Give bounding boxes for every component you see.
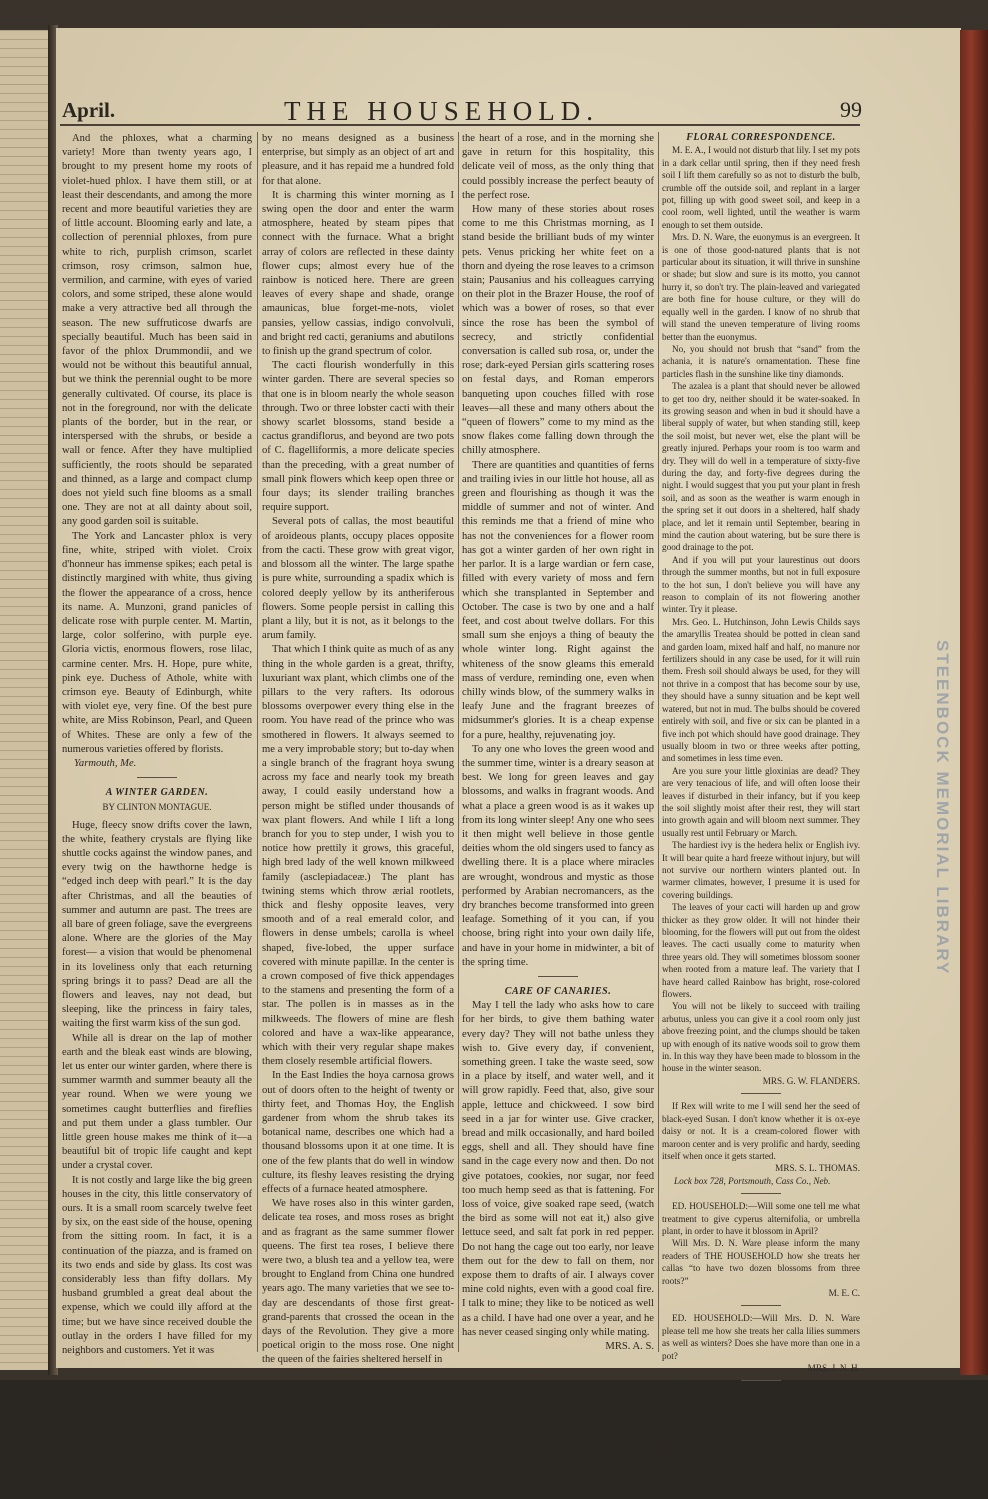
paragraph: ED. HOUSEHOLD:—Will Mrs. D. N. Ware please tell me how she treats her calla lilies summers as well as winters? Does she have more than one in a pot? xyxy=(662,1313,860,1361)
column-3 xyxy=(462,132,654,1357)
separator xyxy=(538,976,578,977)
paragraph: Several pots of callas, the most beautiful of aroideous plants, occupy places opposite from the cacti. These grow with great vigor, and blossom all the winter. The large spathe is pure white, surrounding a spadix which is colored deeply yellow by its antheriferous flowers. Some people persist in calling this plant a lily, but it is not, as it belongs to the arum family. xyxy=(262,516,454,642)
paragraph: the heart of a rose, and in the morning she gave in return for this hospitality, this delicate veil of moss, as the only thing that could possibly increase the perfect beauty of the perfect rose. xyxy=(462,133,654,201)
paragraph: Mrs. Geo. L. Hutchinson, John Lewis Childs says the amaryllis Treatea should be potted in clean sand and garden loam, mixed half and half, no manure nor fertilizers should in any case be used, for it will ruin them. Fresh soil should always be used, for they will not thrive in a compost that has become sour by use, they should have a sunny situation and be kept well watered, but not in mud. The bulbs should be covered entirely with soil, and five or six can be planted in a five inch pot which should have good drainage. They usually bloom in two or three weeks after potting, and sometimes in less time even. xyxy=(662,616,860,764)
separator xyxy=(741,1093,781,1094)
paragraph: There are quantities and quantities of ferns and trailing ivies in our little hot house, all as green and flourishing as though it was the middle of summer and not of winter. And this reminds me that a friend of mine who has not the conveniences for a flower room has got a winter garden of her own right in her parlor. It is a large wardian or fern case, filled with every variety of moss and fern which she transplanted in September and October. The case is two by one and a half feet, and cost about twelve dollars. For this small sum she enjoys a thing of beauty the whole winter long. Right against the whiteness of the snow gleams this emerald mass of verdure, reminding one, even when chilly winds blow, of the summery walks in leafy June and the fragrant breezes of midsummer's glories. It is a cheap expense for a pure, healthy, rejuvenating joy. xyxy=(462,459,654,741)
separator xyxy=(137,777,177,778)
article-heading: CARE OF CANARIES. xyxy=(504,985,612,997)
paragraph: To any one who loves the green wood and the summer time, winter is a dreary season at best. We long for green leaves and gay blossoms, and walks in fragrant woods. And what a place a green wood is as it wakes up from its long winter sleep! Any one who sees it then might well believe in those gentle deities whom the old singers used to fancy as dwelling there. It is a place where miracles are wrought, wondrous and mystic as those performed by Arabian necromancers, as the dry branches become transformed into green leafage. Something of it you can, if you choose, bring right into your own daily life, and have in your home in midwinter, a bit of the spring time. xyxy=(462,743,654,968)
paragraph: If Rex will write to me I will send her the seed of black-eyed Susan. I don't know whether it is ox-eye daisy or not. It is a cream-colored flower with maroon center and is very prolific and hardy, seeding itself when once it gets started. xyxy=(662,1101,860,1161)
header-month: April. xyxy=(62,98,116,122)
article-heading: A WINTER GARDEN. xyxy=(105,787,209,799)
paragraph: Will Mrs. D. N. Ware please inform the many readers of THE HOUSEHOLD how she treats her callas “to have two dozen blossoms from three roots?” xyxy=(662,1238,860,1286)
paragraph: It is charming this winter morning as I swing open the door and enter the warm atmosphere, heated by steam pipes that connect with the furnace. What a bright array of colors are reflected in these dainty flower cups; almost every hue of the rainbow is noticed here. There are green leaves of every shape and shade, orange amaunicas, blue forget-me-nots, violet pansies, yellow cassias, indigo convolvuli, and bright red cacti, geraniums and abutilons to finish up the grand spectrum of color. xyxy=(262,189,454,358)
page-header xyxy=(62,96,862,132)
paragraph: by no means designed as a business enterprise, but simply as an object of art and pleasure, and it has repaid me a hundred fold for that alone. xyxy=(262,133,454,187)
paragraph: The cacti flourish wonderfully in this winter garden. There are several species so that one is in bloom nearly the whole season through. Two or three lobster cacti with their showy scarlet blossoms, stand beside a cactus grandiflorus, and beyond are two pots of C. flagelliformis, a more delicate species than the preceding, with a great number of small pink flowers which keep open three or four days; its slender trailing branches require support. xyxy=(262,360,454,514)
place-line: Yarmouth, Me. xyxy=(74,757,137,769)
separator xyxy=(741,1193,781,1194)
separator xyxy=(741,1305,781,1306)
paragraph: The leaves of your cacti will harden up and grow thicker as they grow older. It will not hinder their blooming, for the flowers will put out from the oldest leaves. The cacti usually come to maturity when three years old. They will sometimes blossom sooner when rooted from a mature leaf. The variety that I have heard called Rainbow has bright, rose-colored flowers. xyxy=(662,902,860,1000)
library-stamp: STEENBOCK MEMORIAL LIBRARY xyxy=(933,640,952,976)
column-2 xyxy=(262,132,454,1366)
book-spine xyxy=(960,30,988,1375)
signature: MRS. J. A. B. xyxy=(808,1487,860,1498)
signature: MRS. S. L. THOMAS. xyxy=(775,1163,860,1174)
paragraph: How many of these stories about roses come to me this Christmas morning, as I stand beside the brilliant buds of my winter pets. Venus pricking her white feet on a thorn and dyeing the rose leaves to a crimson stain; Pausanius and his colleagues carrying on their plot in the Brazer House, the roof of which was a bower of roses, so that ever since the rose has been the symbol of secrecy, and strictly confidential conversation is called sub rosa, or, under the rose; dark-eyed Persian girls scattering roses on festal days, and Roman emperors banqueting upon couches filled with rose leaves—all these and many others about the “queen of flowers” come to my mind as the snow flakes come falling down through the chilly atmosphere. xyxy=(462,204,654,457)
signature: MRS. G. W. FLANDERS. xyxy=(762,1075,860,1086)
paragraph: In the East Indies the hoya carnosa grows out of doors often to the height of twenty or thirty feet, and Thomas Hoy, the English gardener from whom the shrub takes its botanical name, describes one which had a thousand blossoms upon it at one time. It is one of the few plants that do well in window culture, its fleshy leaves resisting the drying effects of a furnace heated atmosphere. xyxy=(262,1070,454,1196)
paragraph: M. E. A., I would not disturb that lily. I set my pots in a dark cellar until spring, then if they need fresh soil I lift them carefully so as not to disturb the bulb, crumble off the outside soil, and replant in a larger pot, filling up with good sweet soil, and keep in a cool room, well lighted, until the weather is warm enough to set them outside. xyxy=(662,145,860,230)
address-line: Pittsville, Wis. xyxy=(674,1475,727,1486)
byline: BY CLINTON MONTAGUE. xyxy=(102,802,212,813)
paragraph: And if you will put your laurestinus out doors through the summer months, but not in full exposure to the hot sun, I don't believe you will have any reason to complain of its not flowering another winter. Try it please. xyxy=(662,554,860,615)
column-divider xyxy=(257,132,258,1352)
page-number: 99 xyxy=(840,97,862,122)
header-rule xyxy=(60,124,860,126)
article-heading: FLORAL CORRESPONDENCE. xyxy=(686,132,836,143)
paragraph: May I tell the lady who asks how to care for her birds, to give them bathing water every day? They will not bathe unless they wish to. Give every day, if convenient, something green. I take the waste seed, sow in a place by itself, and water well, and it will grow rapidly. Feed that, also, give sour apple, lettuce and chickweed. I sow bird seed in a jar for winter use. Give cracker, bread and milk occasionally, and hard boiled eggs, shell and all. They should have fine sand in the cage every now and then. Do not give potatoes, cookies, nor sugar, nor feed too much hemp seed as that is fattening. For loss of voice, give soaked rape seed, (watch the bird as some will not eat it,) also give lettuce seed, and salt fat pork in red pepper. Do not hang the cage out too early, nor leave them out for the dew to fall on them, nor expose them to drafts of air. I always cover mine cold nights, even with a good coal fire. I talk to mine; they like to be noticed as well as a child. I have had one over a year, and he has never ceased singing only while mating. xyxy=(462,1000,654,1338)
paragraph: The azalea is a plant that should never be allowed to get too dry, neither should it be water-soaked. In its growing season and when in bud it should have a liberal supply of water, but when standing still, keep the soil moist, but never wet, else the plant will be greatly injured. Perhaps your room is too warm and dry. They will do well in a temperature of sixty-five during the day, and forty-five degrees during the night. I would suggest that you put your plant in fresh soil, and as soon as the weather is warm enough in the spring set it out doors in a sheltered, half shady place, and let it remain until September, bearing in mind the caution about watering, but be sure there is good drainage to the pot. xyxy=(662,381,860,553)
paragraph: It is not costly and large like the big green houses in the city, this little conservatory of ours. It is a small room scarcely twelve feet by six, on the east side of the house, opening from the sitting room. In fact, it is a continuation of the piazza, and is framed on its two ends and side by glass. Its cost was considerably less than fifty dollars. My husband grumbled a great deal about the expense, which we could illy afford at the time; but we have since received double the outlay in the orders I have filled for my neighbors and customers. Yet it was xyxy=(62,1174,252,1357)
paragraph: Are you sure your little gloxinias are dead? They are very tenacious of life, and will often loose their leaves if disturbed in their infancy, but if you keep the soil slightly moist after their rest, they will start into growth again and will bloom next summer. They usually rest until February or March. xyxy=(662,765,860,838)
paragraph: Huge, fleecy snow drifts cover the lawn, the white, feathery crystals are flying like shuttle cocks against the window panes, and every twig on the hawthorne hedge is “edged inch deep with pearl.” It is the day after Christmas, and all the beauties of summer and autumn are past. The trees are all bare of green foliage, save the evergreens alone. Where are the glories of the May forest— a vision that would be phenomenal in its loveliness only that each returning spring brings it to pass? Dead are all the flowers and leaves, nay not dead, but sleeping, like the princess in fairy tales, waiting the first warm kiss of the sun god. xyxy=(62,819,252,1030)
paragraph: That which I think quite as much of as any thing in the whole garden is a great, thrifty, luxuriant wax plant, which climbs one of the pillars to the very rafters. Its odorous blossoms overpower every thing else in the room. You have read of the prince who was smothered in flowers. It always seemed to me a very improbable story; but to-day when a single branch of the fragrant hoya swung across my face and nearly took my breath away, I could easily understand how a person might be stifled under thousands of wax plant flowers. And while I lift a long branch for you to step under, I wish you to notice how prettily it grows, this graceful, high bred lady of the well known milkweed family (asclepiadaceæ.) The plant has twining stems which throw ærial rootlets, thick and fleshy opposite leaves, very smooth and of a real emerald color, and flowers in dense umbels; carolla is wheel shaped, five-lobed, the upper surface covered with minute papillæ. In the center is a crown composed of five thick appendages to the stamens and presenting the form of a star. The pollen is in masses as in the milkweeds. The flowers of mine are flesh colored and have a wax-like appearance, which with their very regular shape makes them closely resemble artificial flowers. xyxy=(262,644,454,1068)
paragraph: While all is drear on the lap of mother earth and the bleak east winds are blowing, let us enter our winter garden, where there is summer warmth and summer beauty all the year round. When we were young we sometimes caught butterflies and fireflies and put them under a glass tumbler. Our little green house makes me think of it—a beautiful bit of tropic life caught and kept under a crystal cover. xyxy=(62,1032,252,1172)
paragraph: The York and Lancaster phlox is very fine, white, striped with violet. Croix d'honneur has immense spikes; each petal is distinctly margined with white, thus giving the flower the appearance of a cross, hence its name. A. Munzoni, grand panicles of delicate rose with purple center. M. Martin, large, color solferino, with purple eye. Gloria victis, enormous flowers, rose lilac, carmine center. Mrs. H. Hope, pure white, pink eye. Duchess of Athole, white with crimson eye. Beauty of Edinburgh, white with violet eye, very fine. Of the best pure white, are Miss Robinson, Pearl, and Queen of Whites. These are only a few of the numerous varieties offered by florists. xyxy=(62,530,252,755)
paragraph: We have roses also in this winter garden, delicate tea roses, and moss roses as bright and as fragrant as the same summer flower queens. The first tea roses, I believe there were two, a blush tea and a yellow tea, were brought to England from China one hundred years ago. The many varieties that we see to-day are descendants of those first great-grand-parents that crossed the ocean in the days of the Revolution. They give a more poetical origin to the moss rose. One night the queen of the fairies sheltered herself in xyxy=(262,1198,454,1366)
separator xyxy=(741,1380,781,1381)
header-title: THE HOUSEHOLD. xyxy=(284,96,599,126)
column-divider xyxy=(658,132,659,1352)
address-line: Lock box 728, Portsmouth, Cass Co., Neb. xyxy=(674,1175,831,1186)
paragraph: Will some HOUSEHOLD sister tell why the leaves of the heliotrope turn dark on the edge, and finally die? Otherwise the plant looks well. Also, what is the quickest and surest remedy for the red spider and green lice which delight in working ruin among our favorite fuchsias, and how can we prevent them? xyxy=(662,1388,860,1473)
column-divider xyxy=(458,132,459,1352)
paragraph: The hardiest ivy is the hedera helix or English ivy. It will bear quite a hard freeze without injury, but will not survive our northern winters planted out. In warmer climates, however, I presume it is used for covering buildings. xyxy=(662,840,860,900)
previous-page-edge xyxy=(0,30,52,1370)
column-1 xyxy=(62,132,252,1357)
paragraph: Mrs. D. N. Ware, the euonymus is an evergreen. It is one of those good-natured plants that is not particular about its situation, it will thrive in sunshine or shade; but slow and sure is its motto, you cannot hurry it, so don't try. The plain-leaved and variegated are both fine for house culture, or they will do equally well in the garden. I know of no shrub that will stand the uneven temperature of living rooms better than the euonymus. xyxy=(662,232,860,342)
signature: MRS. A. S. xyxy=(605,1341,654,1353)
paragraph: And the phloxes, what a charming variety! More than twenty years ago, I brought to my present home my roots of violet-hued phlox. I have them still, or at least their descendants, and among the more recent and more beautiful varieties they are of little account. Blooming early and late, a collection of perennial phloxes, from pure white to rich, purplish crimson, scarlet crimson, rosy crimson, salmon hue, vermilion, and carmine, with eyes of varied colors, and some striped, these alone would make a very attractive bed all through the season. The new suffruticose dwarfs are specially beautiful. Much has been said in favor of the phlox Drummondii, and we would not be without this beautiful annual, but we think the perennial ought to be more generally cultivated. Of course, its place is not in the foreground, nor with the delicate plants of the border, but in the rear, or interspersed with the shrubs, or beside a wall or fence. After they have multiplied sufficiently, the roots should be separated and thinned, as a large and compact clump does not yield such fine blooms as a small one. They are not at all dainty about soil, any good garden soil is suitable. xyxy=(62,133,252,528)
paragraph: ED. HOUSEHOLD:—Will some one tell me what treatment to give cyperus alternifolia, or umbrella plant, in order to have it blossom in April? xyxy=(662,1201,860,1236)
paragraph: You will not be likely to succeed with trailing arbutus, unless you can give it a cool room only just above freezing point, and the clumps should be taken up with enough of its native woods soil to grow them in. In this way they have been made to blossom in the house in the winter season. xyxy=(662,1001,860,1074)
paragraph: No, you should not brush that “sand” from the achania, it is nature's ornamentation. These fine particles flash in the sunshine like tiny diamonds. xyxy=(662,343,860,379)
signature: MRS. J. N. H. xyxy=(807,1363,860,1373)
column-4 xyxy=(662,132,860,1498)
signature: M. E. C. xyxy=(828,1287,860,1298)
